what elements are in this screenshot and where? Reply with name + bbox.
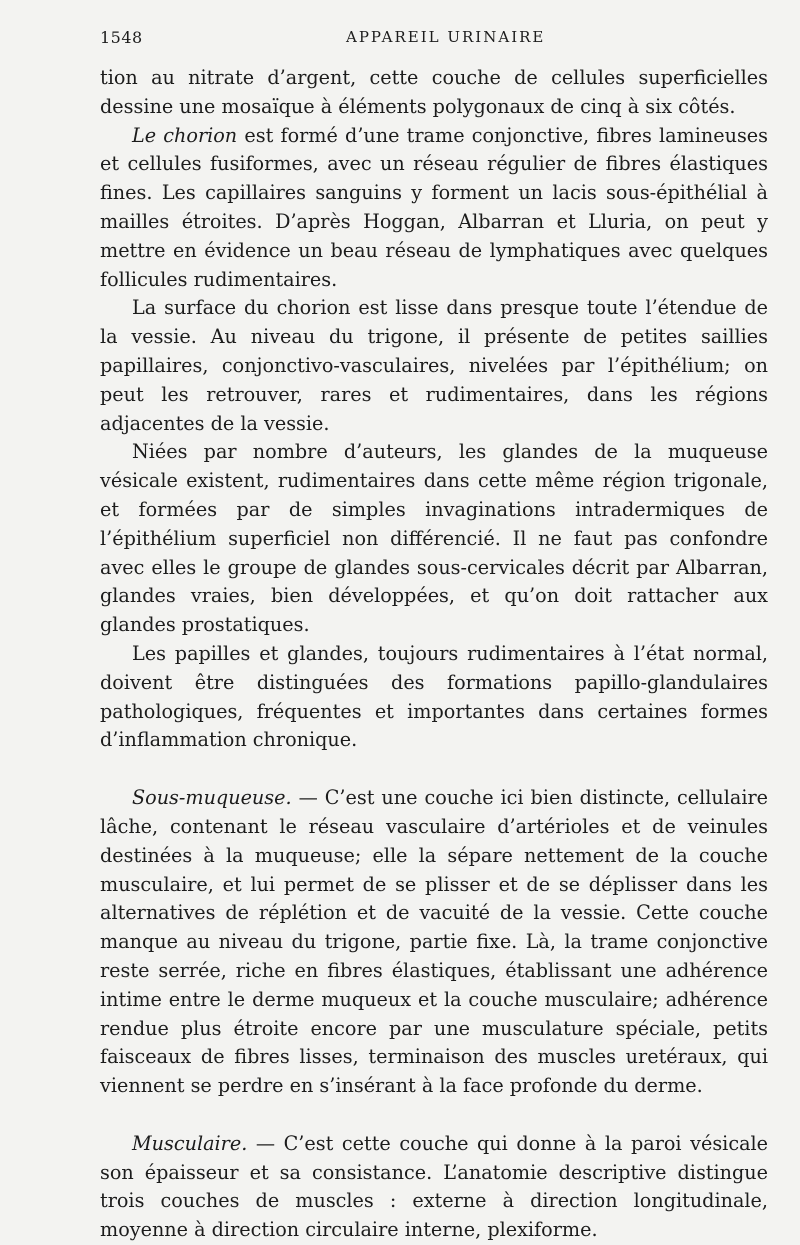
paragraph-text: Les papilles et glandes, toujours rudimentaires à l’état normal, doivent être distinguées des formations papillo-glandulaires pathologiques, fréquentes et importantes dans certaines formes d’inflammation chronique.: [100, 641, 768, 752]
paragraph-text: tion au nitrate d’argent, cette couche de cellules superficielles dessine une mosaïque à éléments polygonaux de cinq à six côtés.: [100, 66, 768, 118]
paragraph-papillae: [100, 640, 768, 755]
paragraph-glands: [100, 438, 768, 640]
running-title: APPAREIL URINAIRE: [346, 28, 546, 46]
paragraph-chorion-surface: [100, 294, 768, 438]
section-gap: [100, 755, 768, 784]
paragraph-text: est formé d’une trame conjonctive, fibres lamineuses et cellules fusiformes, avec un réseau régulier de fibres élastiques fines. Les capillaires sanguins y forment un lacis sous-épithélial à mailles étroites. D’après Hoggan, Albarran et Lluria, on peut y mettre en évidence un beau réseau de lymphatiques avec quelques follicules rudimentaires.: [100, 123, 769, 291]
page-header: [100, 28, 760, 52]
paragraph-text: La surface du chorion est lisse dans presque toute l’étendue de la vessie. Au niveau du trigone, il présente de petites saillies papillaires, conjonctivo-vasculaires, nivelées par l’épithélium; on peut les retrouver, rares et rudimentaires, dans les régions adjacentes de la vessie.: [100, 296, 768, 435]
paragraph-sous-muqueuse: [100, 784, 768, 1101]
page-number: 1548: [100, 28, 143, 47]
section-gap: [100, 1101, 768, 1130]
paragraph-text: — C’est cette couche qui donne à la paroi vésicale son épaisseur et sa consistance. L’anatomie descriptive distingue trois couches de muscles : externe à direction longitudinale, moyenne à direction circulaire interne, plexiforme.: [100, 1131, 768, 1242]
paragraph-continuation: [100, 64, 768, 122]
paragraph-chorion: [100, 122, 768, 295]
paragraph-text: — C’est une couche ici bien distincte, cellulaire lâche, contenant le réseau vasculaire d’artérioles et de veinules destinées à la muqueuse; elle la sépare nettement de la couche musculaire, et lui permet de se plisser et de se déplisser dans les alternatives de réplétion et de vacuité de la vessie. Cette couche manque au niveau du trigone, partie fixe. Là, la trame conjonctive reste serrée, riche en fibres élastiques, établissant une adhérence intime entre le derme muqueux et la couche musculaire; adhérence rendue plus étroite encore par une musculature spéciale, petits faisceaux de fibres lisses, terminaison des muscles uretéraux, qui viennent se perdre en s’insérant à la face profonde du derme.: [100, 786, 768, 1098]
paragraph-musculaire: [100, 1130, 768, 1245]
body-text: [100, 64, 768, 1245]
paragraph-text: Niées par nombre d’auteurs, les glandes de la muqueuse vésicale existent, rudimentaires dans cette même région trigonale, et formées par de simples invaginations intradermiques de l’épithélium superficiel non différencié. Il ne faut pas confondre avec elles le groupe de glandes sous-cervicales décrit par Albarran, glandes vraies, bien développées, et qu’on doit rattacher aux glandes prostatiques.: [100, 440, 768, 637]
section-heading-musculaire: Musculaire.: [132, 1131, 248, 1155]
section-heading-sous-muqueuse: Sous-muqueuse.: [132, 786, 292, 810]
paragraph-lead-term: Le chorion: [132, 123, 238, 147]
